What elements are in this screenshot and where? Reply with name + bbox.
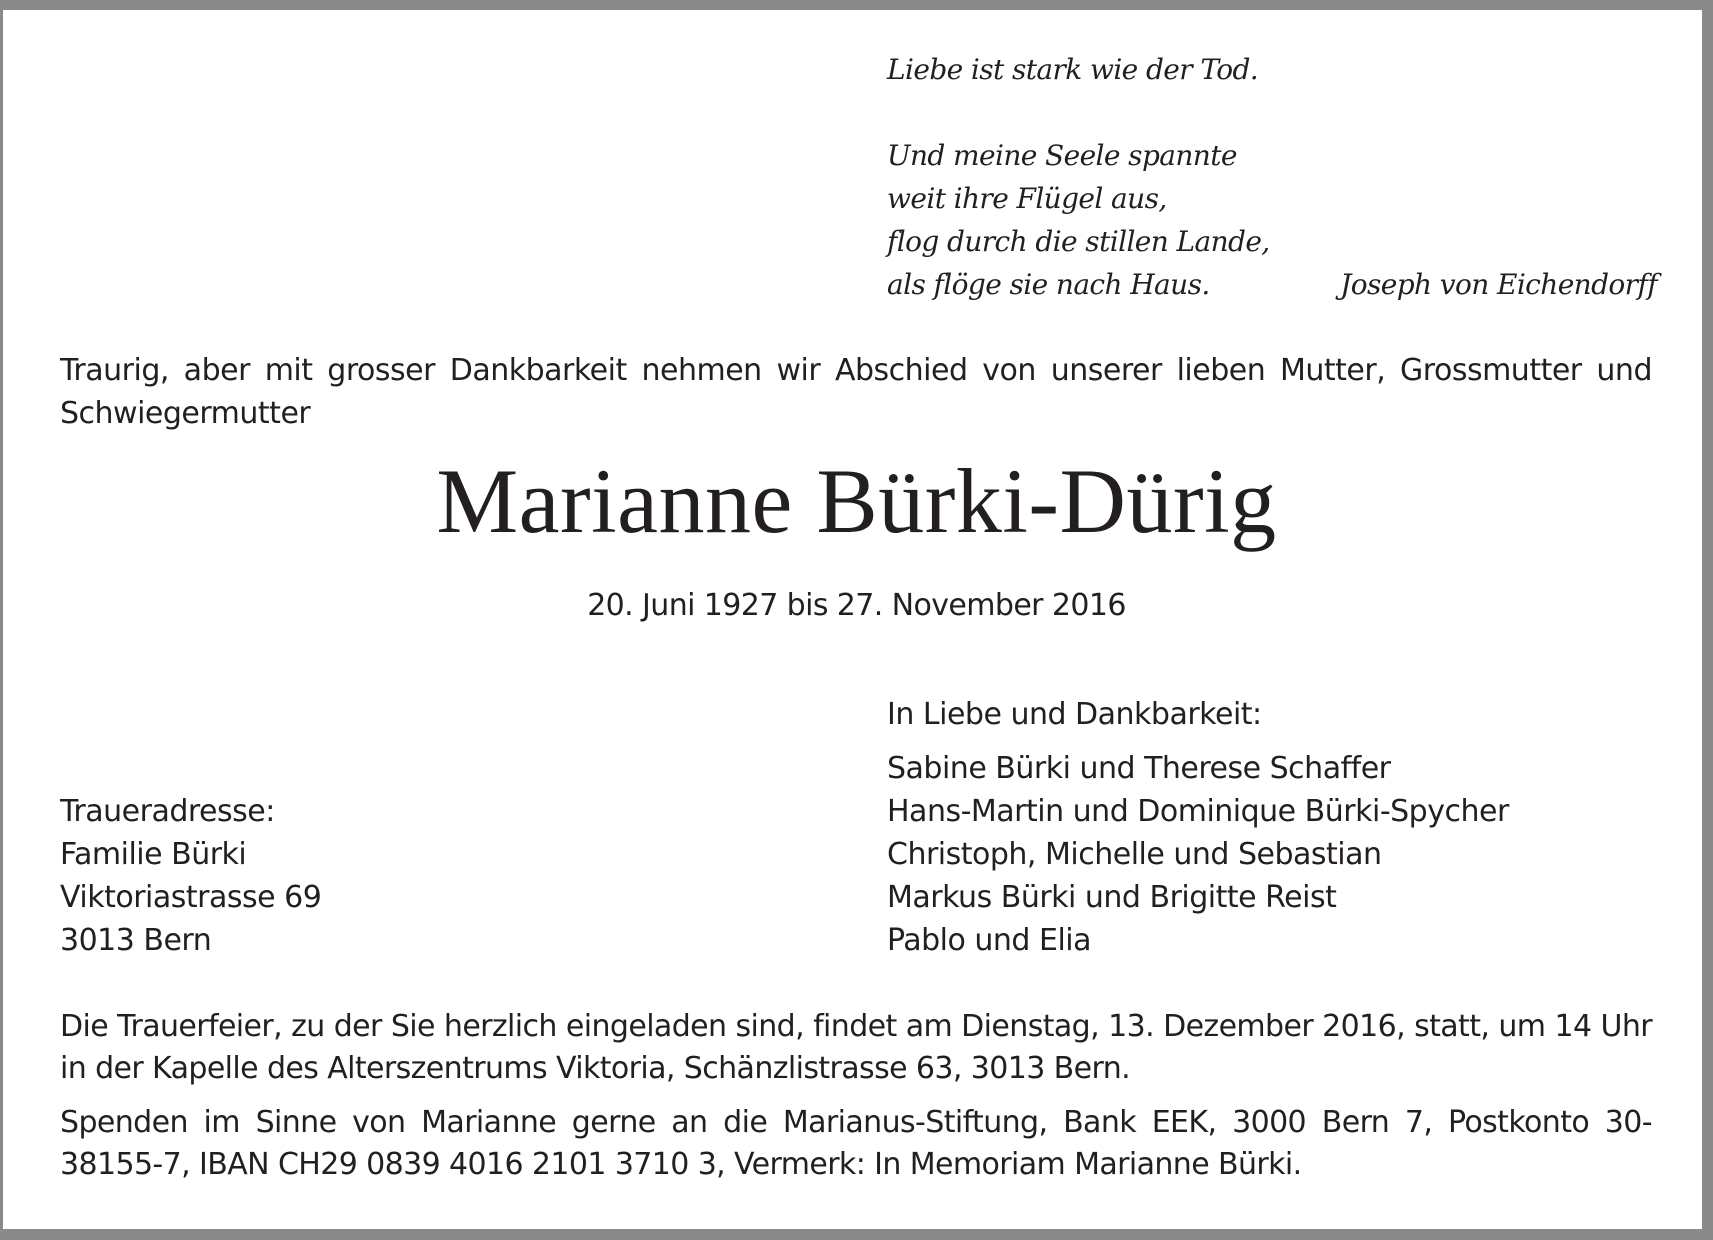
poem-last-row	[887, 263, 1657, 306]
poem-line: Liebe ist stark wie der Tod.	[887, 53, 1259, 86]
family-member: Markus Bürki und Brigitte Reist	[887, 880, 1337, 915]
family-member: Christoph, Michelle und Sebastian	[887, 837, 1382, 872]
family-heading: In Liebe und Dankbarkeit:	[887, 697, 1262, 732]
poem-line: weit ihre Flügel aus,	[887, 182, 1167, 215]
intro-text: Traurig, aber mit grosser Dankbarkeit nehmen wir Abschied von unserer lieben Mutter, Grossmutter und Schwiegermutter	[60, 353, 1652, 431]
family-member: Pablo und Elia	[887, 923, 1092, 958]
address-label: Traueradresse:	[60, 794, 275, 829]
poem-line: Und meine Seele spannte	[887, 139, 1237, 172]
poem-author: Joseph von Eichendorff	[1340, 268, 1657, 301]
deceased-name: Marianne Bürki-Dürig	[436, 450, 1277, 552]
donations-text: Spenden im Sinne von Marianne gerne an die Marianus-Stiftung, Bank EEK, 3000 Bern 7, Postkonto 30-38155-7, IBAN CH29 0839 4016 2101 3710 3, Vermerk: In Memoriam Marianne Bürki.	[60, 1105, 1652, 1182]
poem-line: als flöge sie nach Haus.	[887, 268, 1210, 301]
life-dates: 20. Juni 1927 bis 27. November 2016	[587, 588, 1126, 623]
family-member: Hans-Martin und Dominique Bürki-Spycher	[887, 794, 1509, 829]
ceremony-text: Die Trauerfeier, zu der Sie herzlich eingeladen sind, findet am Dienstag, 13. Dezember 2016, statt, um 14 Uhr in der Kapelle des Alterszentrums Viktoria, Schänzlistrasse 63, 3013 Bern.	[60, 1009, 1652, 1086]
poem-spacer	[887, 91, 1657, 134]
address-city: 3013 Bern	[60, 923, 212, 958]
poem	[887, 48, 1657, 306]
mourning-address	[60, 790, 321, 962]
address-name: Familie Bürki	[60, 837, 247, 872]
poem-line: flog durch die stillen Lande,	[887, 225, 1270, 258]
address-street: Viktoriastrasse 69	[60, 880, 322, 915]
family-list	[887, 747, 1509, 962]
family-member: Sabine Bürki und Therese Schaffer	[887, 751, 1391, 786]
